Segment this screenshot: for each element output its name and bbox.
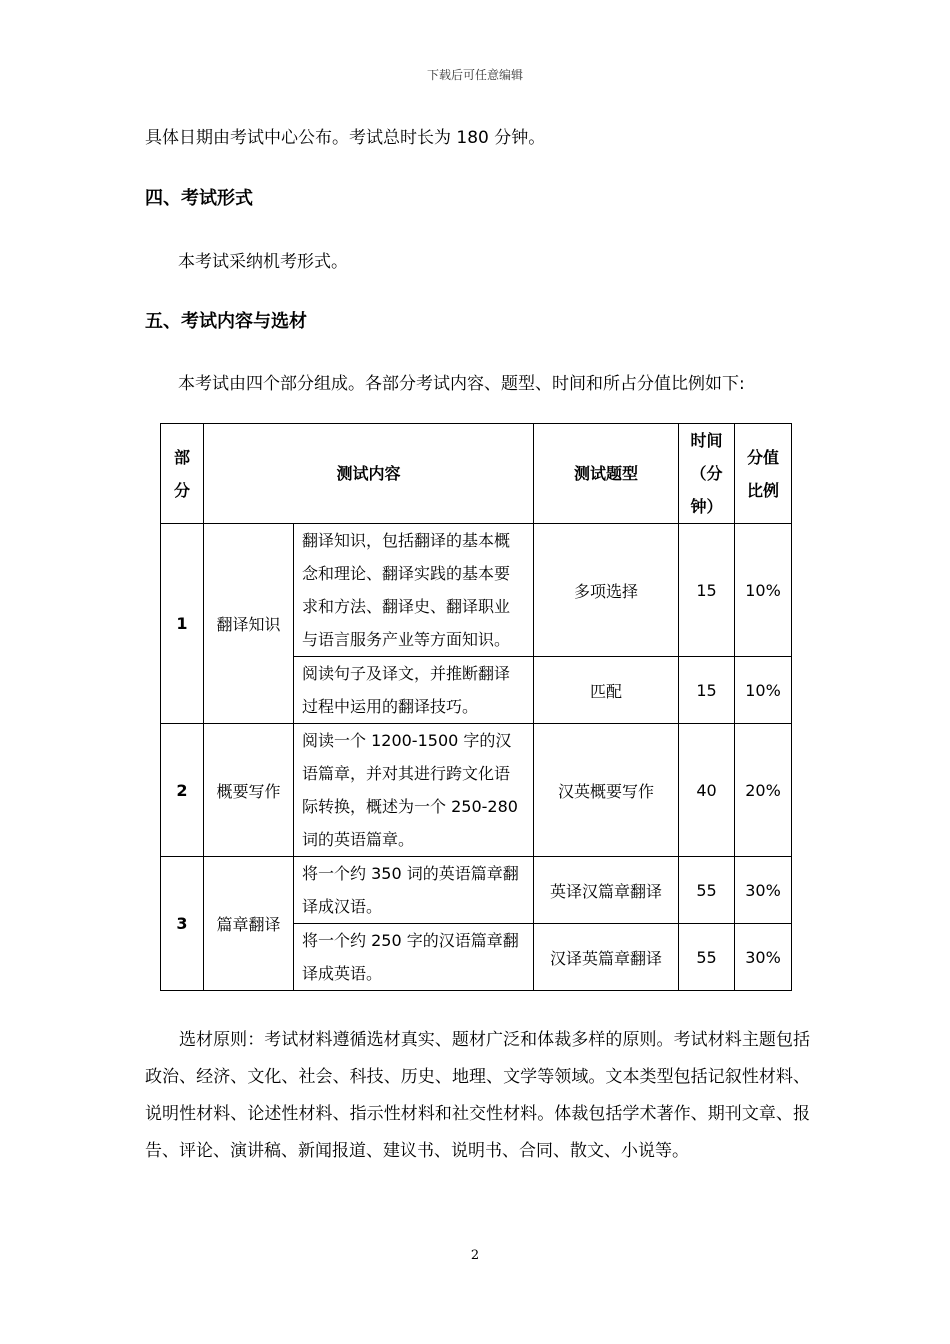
part-number: 2 xyxy=(161,724,204,857)
test-content: 阅读一个 1200-1500 字的汉语篇章，并对其进行跨文化语际转换，概述为一个 250-280 词的英语篇章。 xyxy=(294,724,534,857)
part-name: 篇章翻译 xyxy=(204,857,294,991)
part-number: 3 xyxy=(161,857,204,991)
test-time: 40 xyxy=(679,724,735,857)
section-5-heading: 五、考试内容与选材 xyxy=(145,311,307,332)
page-header: 下载后可任意编辑 xyxy=(426,68,523,82)
table-row xyxy=(161,857,792,924)
test-type: 汉英概要写作 xyxy=(534,724,679,857)
test-content: 翻译知识，包括翻译的基本概念和理论、翻译实践的基本要求和方法、翻译史、翻译职业与语言服务产业等方面知识。 xyxy=(294,524,534,657)
part-name: 概要写作 xyxy=(204,724,294,857)
header-type: 测试题型 xyxy=(534,424,679,524)
test-type: 多项选择 xyxy=(534,524,679,657)
section-5-intro: 本考试由四个部分组成。各部分考试内容、题型、时间和所占分值比例如下: xyxy=(178,374,745,394)
test-ratio: 10% xyxy=(735,524,792,657)
table-header-row xyxy=(161,424,792,524)
header-time: 时间（分钟） xyxy=(679,424,735,524)
page-number: 2 xyxy=(470,1248,480,1263)
section-4-heading: 四、考试形式 xyxy=(145,188,253,209)
exam-structure-table xyxy=(160,423,792,991)
selection-principles: 选材原则：考试材料遵循选材真实、题材广泛和体裁多样的原则。考试材料主题包括政治、经济、文化、社会、科技、历史、地理、文学等领域。文本类型包括记叙性材料、说明性材料、论述性材料、指示性材料和社交性材料。体裁包括学术著作、期刊文章、报告、评论、演讲稿、新闻报道、建议书、说明书、合同、散文、小说等。 xyxy=(145,1030,810,1161)
header-part: 部分 xyxy=(161,424,204,524)
test-ratio: 30% xyxy=(735,924,792,991)
test-type: 汉译英篇章翻译 xyxy=(534,924,679,991)
table-row xyxy=(161,524,792,657)
intro-line: 具体日期由考试中心公布。考试总时长为 180 分钟。 xyxy=(145,128,546,148)
test-ratio: 30% xyxy=(735,857,792,924)
header-content: 测试内容 xyxy=(204,424,534,524)
part-number: 1 xyxy=(161,524,204,724)
test-ratio: 20% xyxy=(735,724,792,857)
test-type: 英译汉篇章翻译 xyxy=(534,857,679,924)
header-ratio: 分值比例 xyxy=(735,424,792,524)
test-content: 将一个约 250 字的汉语篇章翻译成英语。 xyxy=(294,924,534,991)
test-time: 15 xyxy=(679,657,735,724)
part-name: 翻译知识 xyxy=(204,524,294,724)
test-time: 55 xyxy=(679,857,735,924)
test-content: 将一个约 350 词的英语篇章翻译成汉语。 xyxy=(294,857,534,924)
test-ratio: 10% xyxy=(735,657,792,724)
test-content: 阅读句子及译文，并推断翻译过程中运用的翻译技巧。 xyxy=(294,657,534,724)
section-4-text: 本考试采纳机考形式。 xyxy=(178,252,348,272)
table-row xyxy=(161,724,792,857)
test-type: 匹配 xyxy=(534,657,679,724)
test-time: 55 xyxy=(679,924,735,991)
test-time: 15 xyxy=(679,524,735,657)
